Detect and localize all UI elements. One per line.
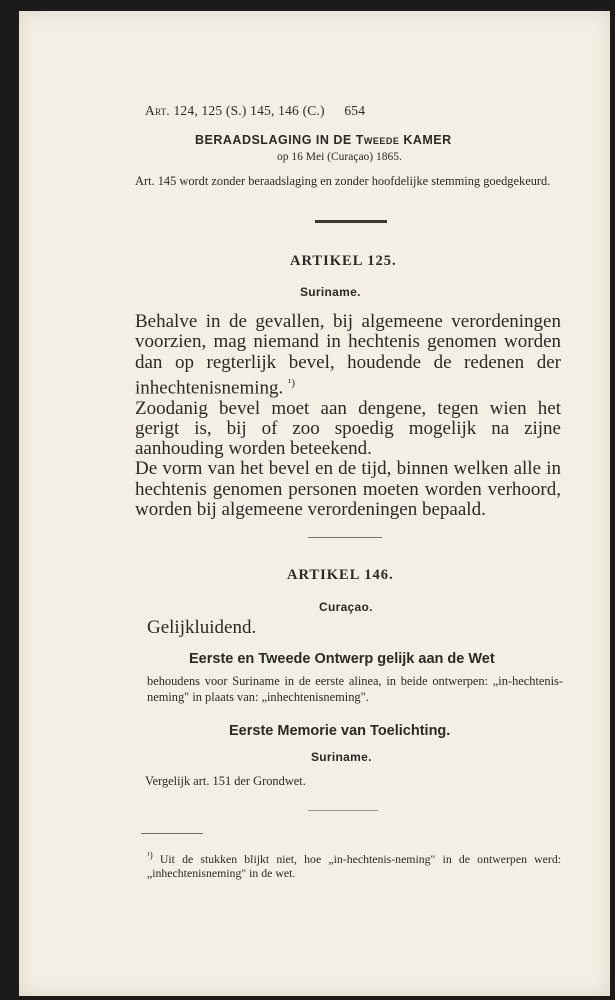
ontwerp-text: behoudens voor Suriname in de eerste alinea, in beide ontwerpen: „in-hechtenis-neming" in plaats van: „inhechtenisneming". — [147, 674, 563, 704]
memorie-heading: Eerste Memorie van Toelichting. — [229, 723, 451, 739]
article-125-paragraph-2: Zoodanig bevel moet aan dengene, tegen wien het gerigt is, bij of zoo spoedig mogelijk na zijne aanhouding worden beteekend. — [135, 397, 561, 460]
article-125-paragraph-1 — [135, 312, 561, 399]
section-divider — [308, 537, 382, 538]
article-125-place: Suriname. — [300, 285, 361, 299]
beraadslaging-title-c: KAMER — [399, 133, 452, 147]
article-146-place: Curaçao. — [319, 600, 373, 614]
ontwerp-heading: Eerste en Tweede Ontwerp gelijk aan de Wet — [189, 651, 495, 667]
beraadslaging-title-a: BERAADSLAGING IN DE — [195, 133, 356, 147]
article-125-paragraph-3: De vorm van het bevel en de tijd, binnen welken alle in hechtenis genomen personen moeten worden verhoord, worden bij algemeene verordeningen bepaald. — [135, 458, 561, 520]
article-125-heading: ARTIKEL 125. — [290, 253, 397, 269]
article-125-paragraph-1-text: Behalve in de gevallen, bij algemeene verordeningen voorzien, mag niemand in hechtenis genomen worden dan op regterlijk bevel, houdende de redenen der inhechtenisneming. — [135, 311, 561, 399]
footnote-marker: ¹) — [147, 850, 153, 860]
footnote-rule — [141, 833, 203, 834]
document-page — [19, 11, 610, 996]
memorie-text: Vergelijk art. 151 der Grondwet. — [145, 774, 306, 788]
footnote-text: Uit de stukken blijkt niet, hoe „in-hechtenis-neming" in de ontwerpen werd: „inhechtenisneming" in de wet. — [147, 851, 561, 880]
header-art-prefix: Art. — [145, 103, 170, 118]
beraadslaging-date: op 16 Mei (Curaçao) 1865. — [277, 151, 402, 163]
footnote-reference: ¹) — [288, 376, 295, 389]
page-number: 654 — [344, 103, 366, 118]
article-146-text: Gelijkluidend. — [147, 617, 257, 638]
section-divider — [308, 810, 378, 811]
header-art-refs: 124, 125 (S.) 145, 146 (C.) — [173, 103, 325, 118]
article-125-body — [135, 312, 561, 520]
article-146-heading: ARTIKEL 146. — [287, 567, 394, 583]
beraadslaging-text: Art. 145 wordt zonder beraadslaging en zonder hoofdelijke stemming goedgekeurd. — [135, 174, 551, 188]
section-divider — [315, 220, 387, 223]
beraadslaging-heading — [195, 133, 452, 147]
footnote — [147, 849, 561, 880]
beraadslaging-title-b: Tweede — [355, 133, 400, 147]
running-header — [145, 103, 365, 119]
memorie-place: Suriname. — [311, 750, 372, 764]
